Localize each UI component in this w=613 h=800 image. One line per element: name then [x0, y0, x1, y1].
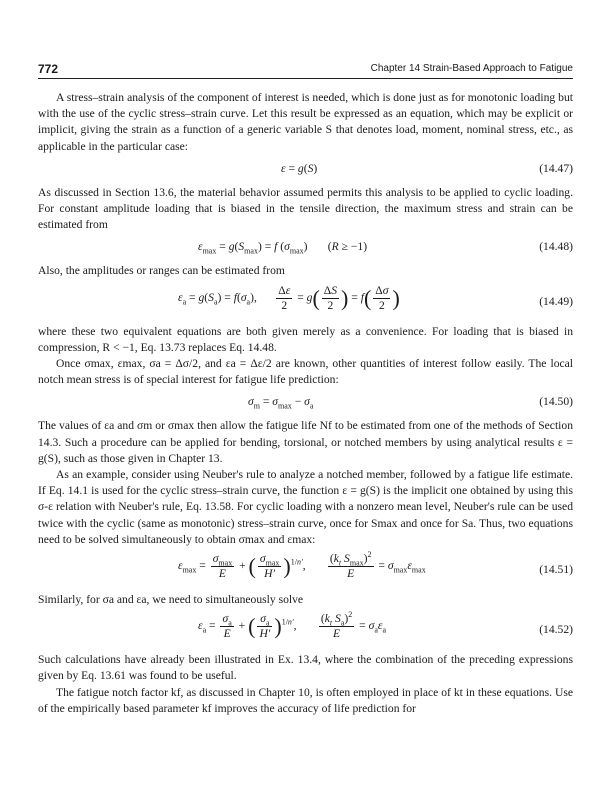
paragraph-7: As an example, consider using Neuber's rule to analyze a notched member, followed by a fatigue life estimate. If Eq. 14.1 is used for the cyclic stress–strain curve, the function ε = g(S) is the implicit one obtained by using this σ-ε relation with Neuber's rule, Eq. 13.58. For cyclic loading with a nonzero mean level, Neuber's rule can be used twice with the cyclic (same as monotonic) stress–strain curve, once for Smax and once for Sa. Thus, two equations need to be solved simultaneously to obtain σmax and εmax: — [38, 468, 573, 546]
paragraph-9: Such calculations have already been illustrated in Ex. 13.4, where the combination of the preceding expressions given by Eq. 13.61 was found to be useful. — [38, 653, 573, 683]
paragraph-6: The values of εa and σm or σmax then allow the fatigue life Nf to be estimated from one of the methods of Section 14.3. Such a procedure can be applied for bending, torsional, or notched members by using analytical results ε = g(S), such as those given in Chapter 13. — [38, 419, 573, 465]
equation-number: (14.47) — [539, 161, 573, 175]
paragraph-2: As discussed in Section 13.6, the material behavior assumed permits this analysis to be applied to cyclic loading. For constant amplitude loading that is biased in the tensile direction, the maximum stress and strain can be estimated from — [38, 185, 573, 232]
paragraph-5: Once σmax, εmax, σa = Δσ/2, and εa = Δε/2 are known, other quantities of interest follow easily. The local notch mean stress is of special interest for fatigue life prediction: — [38, 357, 573, 387]
paragraph-10: The fatigue notch factor kf, as discussed in Chapter 10, is often employed in place of kt in these equations. Use of the empirically based parameter kf improves the accuracy of life prediction for — [38, 685, 573, 715]
equation-number: (14.51) — [539, 563, 573, 577]
equation-14-49: $\varepsilon_a = g(S_a) = f(\sigma_a)$, $\frac{\Delta\varepsilon}{2}$ = g( $\frac{\Delta S}{2}$ ) = f( $\frac{\Delta\sigma}{2}$ ) (14.49) — [178, 283, 573, 312]
paragraph-1: A stress–strain analysis of the component of interest is needed, which is done just as for monotonic loading but with the use of the cyclic stress–strain curve. Let this result be expressed as an equation, which may be explicit or implicit, giving the strain as a function of a generic variable S that denotes load, moment, nominal stress, etc., as applicable in the particular case: — [38, 91, 573, 153]
paragraph-4: where these two equivalent equations are both given merely as a convenience. For loading that is biased in compression, R < −1, Eq. 13.73 replaces Eq. 14.48. — [38, 324, 573, 354]
equation-14-48: $\varepsilon_{max} = g(S_{max}) = f$ $(\sigma_{max})$ (R ≥ −1) (14.48) — [198, 240, 573, 256]
equation-number: (14.48) — [539, 240, 573, 254]
page-number: 772 — [38, 62, 59, 76]
equation-14-52: $\varepsilon_a$ = $\frac{\sigma_a}{E}$ + ( $\frac{\sigma_a}{H'}$ )$^{1/n'}$, $\frac{(k_t S_a)^2}{E}$ = $\sigma_a\varepsilon_a$ (14.52) — [198, 610, 573, 641]
page-header — [38, 62, 573, 79]
paragraph-8: Similarly, for σa and εa, we need to simultaneously solve — [38, 593, 304, 607]
equation-number: (14.52) — [539, 623, 573, 637]
equation-number: (14.49) — [539, 294, 573, 308]
equation-14-51: $\varepsilon_{max}$ = $\frac{\sigma_{max}}{E}$ + ( $\frac{\sigma_{max}}{H'}$ )$^{1/n'}$, $\frac{(k_t S_{max})^2}{E}$ = $\sigma_{max}\varepsilon_{max}$ (14.51) — [178, 550, 573, 581]
equation-14-50: $\sigma_m = \sigma_{max} - \sigma_a$ (14.50) — [248, 395, 573, 411]
running-title: Chapter 14 Strain-Based Approach to Fatigue — [370, 63, 573, 74]
equation-number: (14.50) — [539, 395, 573, 409]
page-body — [38, 90, 573, 717]
equation-14-47: ε = g(S) (14.47) — [281, 161, 573, 175]
paragraph-3: Also, the amplitudes or ranges can be estimated from — [38, 264, 285, 278]
